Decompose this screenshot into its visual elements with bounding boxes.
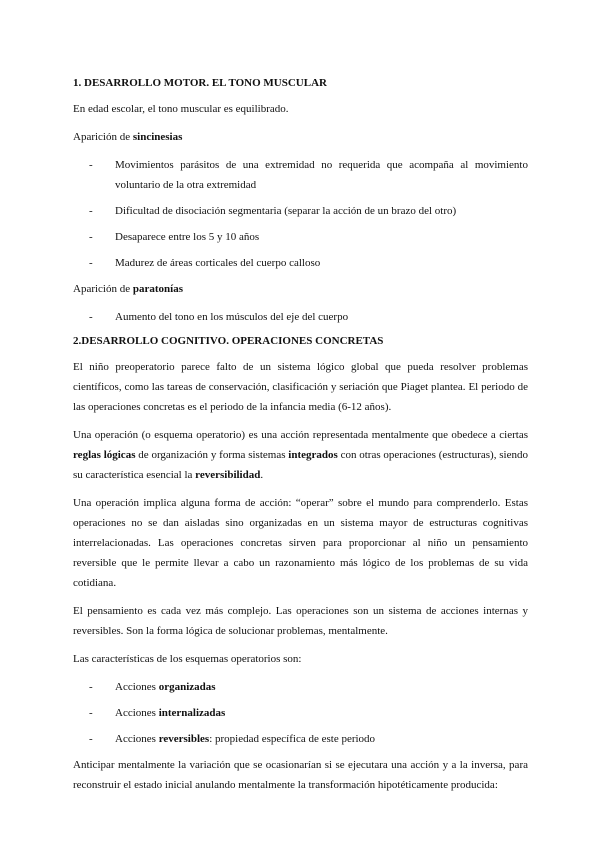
text-span: Una operación (o esquema operatorio) es una acción representada mentalmente que obedece a ciertas	[73, 429, 528, 441]
list-item-text: Movimientos parásitos de una extremidad no requerida que acompaña al movimiento voluntario de la otra extremidad	[115, 159, 528, 191]
list-dash: -	[89, 205, 93, 217]
bold-term: reversibilidad	[195, 469, 261, 481]
bold-term: reversibles	[158, 733, 210, 745]
section-heading-motor: 1. DESARROLLO MOTOR. EL TONO MUSCULAR	[73, 77, 327, 89]
paragraph-1: El niño preoperatorio parece falto de un sistema lógico global que pueda resolver problemas científicos, como las tareas de conservación, clasificación y seriación que Piaget plantea. El periodo de las operaciones concretas es el periodo de la infancia media (6-12 años).	[73, 361, 528, 413]
text-span: con otras operaciones (estructuras), siendo su característica esencial la	[73, 449, 528, 481]
list-dash: -	[89, 733, 93, 745]
list-dash: -	[89, 311, 93, 323]
bold-term: organizadas	[158, 681, 216, 693]
text-span: : propiedad específica de este periodo	[209, 733, 376, 745]
list-item	[73, 703, 528, 723]
text-span: Acciones	[115, 681, 159, 693]
list-item-text: Desaparece entre los 5 y 10 años	[115, 231, 260, 243]
list-item-text: Madurez de áreas corticales del cuerpo calloso	[115, 257, 321, 269]
document-body	[73, 75, 528, 803]
list-item	[73, 253, 528, 273]
text-span: Aparición de	[73, 283, 133, 295]
paragraph-paratonias	[73, 279, 528, 299]
paragraph-sincinesias	[73, 127, 528, 147]
list-characteristics	[73, 677, 528, 749]
bold-term: integrados	[288, 449, 338, 461]
paragraph-4: El pensamiento es cada vez más complejo. Las operaciones son un sistema de acciones internas y reversibles. Son la forma lógica de solucionar problemas, mentalmente.	[73, 605, 528, 637]
list-item-text: Aumento del tono en los músculos del eje del cuerpo	[115, 311, 349, 323]
list-dash: -	[89, 257, 93, 269]
list-dash: -	[89, 707, 93, 719]
text-span: .	[260, 469, 264, 481]
list-item	[73, 729, 528, 749]
bold-term: sincinesias	[132, 131, 183, 143]
bold-term: paratonías	[132, 283, 183, 295]
list-dash: -	[89, 681, 93, 693]
list-dash: -	[89, 231, 93, 243]
list-sincinesias	[73, 155, 528, 273]
text-span: Aparición de	[73, 131, 133, 143]
list-item	[73, 155, 528, 195]
bold-term: internalizadas	[158, 707, 226, 719]
section-heading-cognitive: 2.DESARROLLO COGNITIVO. OPERACIONES CONCRETAS	[73, 335, 384, 347]
bold-term: reglas lógicas	[73, 449, 136, 461]
text-span: Acciones	[115, 707, 159, 719]
paragraph-intro: En edad escolar, el tono muscular es equilibrado.	[73, 103, 289, 115]
list-paratonias	[73, 307, 528, 327]
paragraph-3: Una operación implica alguna forma de acción: “operar” sobre el mundo para comprenderlo. Estas operaciones no se dan aisladas sino organizadas en un sistema mayor de estructuras cognitivas interrelacionadas. Las operaciones concretas sirven para proporcionar al niño un pensamiento reversible que le permite llevar a cabo un razonamiento más lógico de los problemas de su vida cotidiana.	[73, 497, 528, 589]
list-item-text: Dificultad de disociación segmentaria (separar la acción de un brazo del otro)	[115, 205, 457, 217]
list-dash: -	[89, 159, 93, 171]
list-item	[73, 201, 528, 221]
paragraph-2	[73, 425, 528, 485]
text-span: Acciones	[115, 733, 159, 745]
list-item	[73, 677, 528, 697]
text-span: de organización y forma sistemas	[135, 449, 289, 461]
list-item	[73, 307, 528, 327]
paragraph-5: Las características de los esquemas operatorios son:	[73, 653, 302, 665]
list-item	[73, 227, 528, 247]
paragraph-6: Anticipar mentalmente la variación que se ocasionarían si se ejecutara una acción y a la inversa, para reconstruir el estado inicial anulando mentalmente la transformación hipotéticamente producida:	[73, 759, 528, 791]
